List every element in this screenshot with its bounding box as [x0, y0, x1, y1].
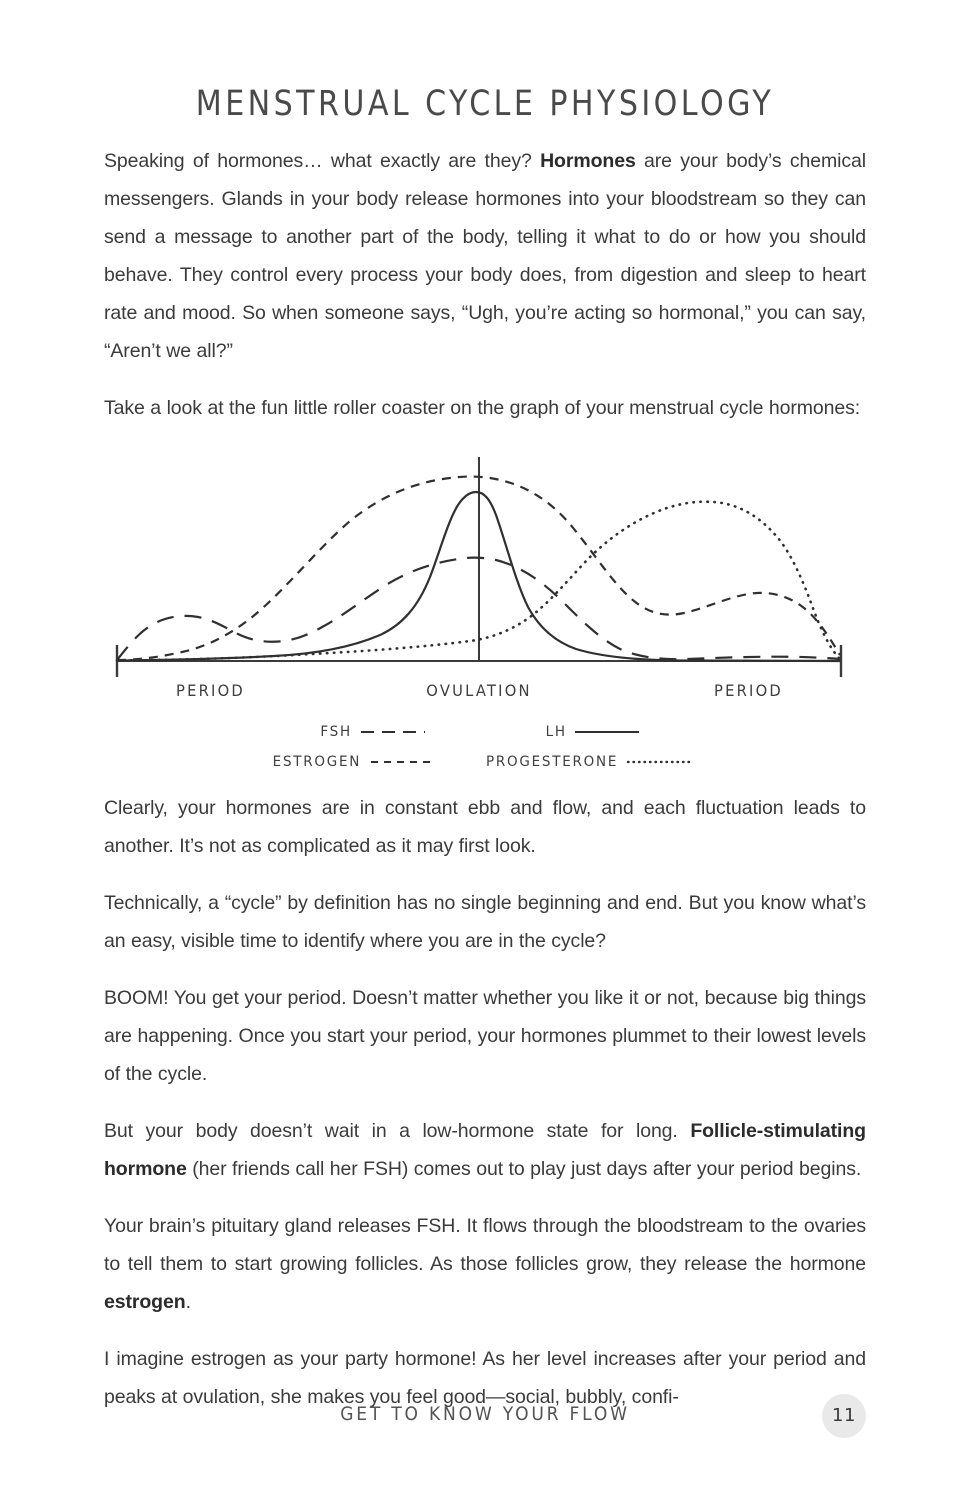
paragraph-boom-period: BOOM! You get your period. Doesn’t matter whether you like it or not, because big things are happening. Once you start your period, your hormones plummet to their lowest levels of the cycle. [104, 987, 866, 1085]
bold-term-hormones: Hormones [540, 150, 636, 172]
legend-swatch-progesterone [626, 756, 692, 768]
legend-item-lh [544, 724, 641, 740]
chart-legend [98, 717, 860, 777]
chart-canvas [98, 449, 860, 789]
paragraph-ebb-and-flow: Clearly, your hormones are in constant ebb and flow, and each fluctuation leads to another. It’s not as complicated as it may first look. [104, 797, 866, 857]
bold-term-estrogen: estrogen [104, 1291, 186, 1313]
paragraph-text: are your body’s chemical messengers. Glands in your body release hormones into your bloodstream so they can send a message to another part of the body, telling it what to do or how you should behave. They control every process your body does, from digestion and sleep to heart rate and mood. So when someone says, “Ugh, you’re acting so hormonal,” you can say, “Aren’t we all?” [104, 150, 866, 362]
legend-swatch-lh [574, 726, 640, 738]
axis-label-period-left: PERIOD [176, 681, 245, 700]
paragraph-text: But your body doesn’t wait in a low-hormone state for long. [104, 1120, 691, 1142]
legend-row-2 [98, 747, 860, 777]
legend-label-lh: LH [545, 724, 567, 740]
paragraph-party-hormone: I imagine estrogen as your party hormone! As her level increases after your period and peaks at ovulation, she makes you feel good—social, bubbly, confi- [104, 1348, 866, 1408]
hormone-curves-svg [98, 449, 860, 685]
page-title: MENSTRUAL CYCLE PHYSIOLOGY [195, 84, 775, 124]
paragraph-text: . [185, 1291, 191, 1313]
legend-item-fsh [318, 724, 426, 740]
axis-label-period-right: PERIOD [714, 681, 783, 700]
axis-label-row [98, 681, 860, 709]
page-footer [104, 1394, 866, 1438]
paragraph-text: Your brain’s pituitary gland releases FSH. It flows through the bloodstream to the ovaries to tell them to start growing follicles. As those follicles grow, they release the hormone [104, 1215, 866, 1275]
menstrual-cycle-hormone-chart [104, 449, 866, 789]
bold-term-fsh: Follicle-stimulating hormone [104, 1120, 866, 1180]
paragraph-hormones-intro [104, 142, 866, 370]
legend-row-1 [98, 717, 860, 747]
paragraph-pituitary-estrogen [104, 1207, 866, 1321]
running-head: GET TO KNOW YOUR FLOW [340, 1403, 630, 1425]
legend-label-estrogen: ESTROGEN [273, 754, 362, 770]
legend-swatch-estrogen [370, 756, 436, 768]
paragraph-text: (her friends call her FSH) comes out to play just days after your period begins. [186, 1158, 862, 1180]
paragraph-take-a-look: Take a look at the fun little roller coaster on the graph of your menstrual cycle hormones: [104, 397, 861, 419]
legend-item-estrogen [266, 754, 435, 770]
legend-item-progesterone [476, 754, 692, 770]
paragraph-text: Speaking of hormones… what exactly are they? [104, 150, 541, 172]
axis-label-ovulation: OVULATION [426, 681, 532, 700]
paragraph-cycle-definition: Technically, a “cycle” by definition has no single beginning and end. But you know what’s an easy, visible time to identify where you are in the cycle? [104, 892, 866, 952]
legend-label-fsh: FSH [320, 724, 352, 740]
page-number-badge [822, 1394, 866, 1438]
paragraph-fsh-intro [104, 1112, 866, 1188]
page-number: 11 [832, 1405, 856, 1426]
legend-swatch-fsh [360, 726, 426, 738]
legend-label-progesterone: PROGESTERONE [485, 754, 618, 770]
